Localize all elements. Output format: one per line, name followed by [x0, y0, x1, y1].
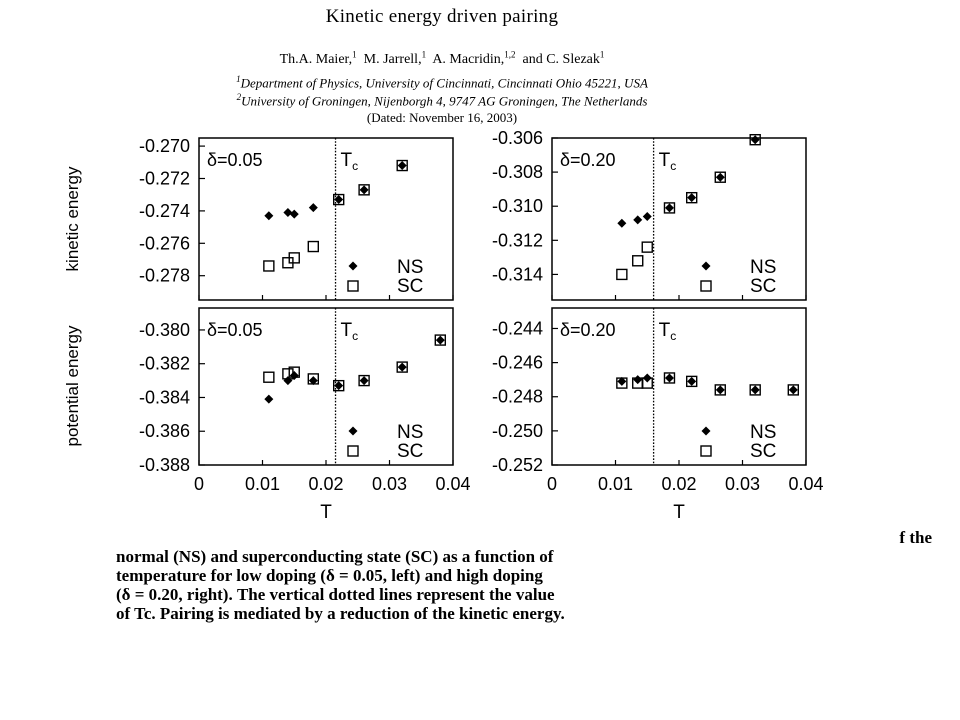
- y-tick-label: -0.308: [491, 162, 543, 183]
- tc-label: $T_c$: [340, 320, 359, 343]
- y-axis-label-kinetic: kinetic energy: [63, 166, 82, 272]
- x-tick-label: 0.01: [597, 474, 634, 494]
- legend-label-sc: SC: [397, 441, 424, 462]
- y-tick-label: -0.252: [491, 455, 543, 475]
- y-tick-label: -0.312: [491, 230, 543, 251]
- doping-annotation: δ=0.20: [560, 320, 616, 340]
- caption-line: (δ = 0.20, right). The vertical dotted lines represent the value: [116, 585, 555, 604]
- ns-point: [290, 210, 299, 219]
- ns-point: [751, 385, 760, 394]
- author: A. Macridin,$^{1,2}$: [432, 49, 516, 67]
- y-tick-label: -0.276: [138, 233, 190, 254]
- doping-annotation: δ=0.05: [207, 150, 263, 170]
- ns-point: [360, 376, 369, 385]
- y-tick-label: -0.272: [138, 168, 190, 189]
- x-axis-label: T: [673, 502, 685, 523]
- doping-annotation: δ=0.05: [207, 320, 263, 340]
- x-tick-label: 0.02: [661, 474, 697, 494]
- legend-marker-ns: [349, 262, 358, 271]
- y-tick-label: -0.244: [491, 318, 543, 339]
- y-tick-label: -0.382: [138, 353, 190, 374]
- x-tick-label: 0.04: [788, 474, 824, 494]
- tc-subscript: c: [352, 159, 359, 173]
- author: M. Jarrell,$^1$: [363, 49, 427, 67]
- legend-label-sc: SC: [397, 276, 424, 297]
- ns-point: [687, 193, 696, 202]
- ns-point: [643, 212, 652, 221]
- caption-line: temperature for low doping (δ = 0.05, left) and high doping: [116, 566, 543, 585]
- ns-point: [264, 395, 273, 404]
- legend-label-ns: NS: [750, 257, 777, 278]
- ns-point: [633, 215, 642, 224]
- legend-label-sc: SC: [750, 276, 777, 297]
- y-tick-label: -0.246: [491, 352, 543, 373]
- x-tick-label: 0.03: [371, 474, 408, 494]
- sc-point: [308, 242, 318, 252]
- caption-line: normal (NS) and superconducting state (SC) as a function of: [116, 547, 554, 566]
- caption-line: of Tc. Pairing is mediated by a reduction of the kinetic energy.: [116, 604, 565, 623]
- y-tick-label: -0.274: [138, 200, 190, 221]
- legend-marker-sc: [348, 281, 358, 291]
- y-tick-label: -0.314: [491, 264, 543, 285]
- sc-point: [617, 269, 627, 279]
- y-tick-label: -0.310: [491, 196, 543, 217]
- legend-label-ns: NS: [397, 422, 424, 443]
- legend-marker-sc: [701, 446, 711, 456]
- tc-subscript: c: [670, 329, 677, 343]
- ns-point: [751, 135, 760, 144]
- ns-point: [665, 373, 674, 382]
- y-tick-label: -0.270: [138, 136, 190, 157]
- affiliation-2: $^2$University of Groningen, Nijenborgh 4, 9747 AG Groningen, The Netherlands: [236, 92, 648, 109]
- ns-point: [633, 375, 642, 384]
- y-tick-label: -0.306: [491, 128, 543, 148]
- legend-label-ns: NS: [397, 257, 424, 278]
- ns-point: [398, 363, 407, 372]
- ns-point: [283, 208, 292, 217]
- x-tick-label: 0.02: [308, 474, 344, 494]
- x-tick-label: 0: [546, 474, 558, 494]
- ns-point: [716, 385, 725, 394]
- sc-point: [264, 372, 274, 382]
- ns-point: [436, 336, 445, 345]
- legend-marker-ns: [702, 262, 711, 271]
- y-tick-label: -0.380: [138, 319, 190, 340]
- tc-subscript: c: [670, 159, 677, 173]
- ns-point: [687, 377, 696, 386]
- y-tick-label: -0.248: [491, 386, 543, 407]
- dated-line: (Dated: November 16, 2003): [366, 110, 518, 125]
- y-tick-label: -0.250: [491, 420, 543, 441]
- tc-label: $T_c$: [340, 150, 359, 173]
- legend-marker-sc: [701, 281, 711, 291]
- affiliation-1: $^1$Department of Physics, University of Cincinnati, Cincinnati Ohio 45221, USA: [236, 74, 648, 91]
- x-tick-label: 0.03: [724, 474, 761, 494]
- legend-marker-ns: [702, 427, 711, 436]
- y-axis-label-potential: potential energy: [63, 325, 82, 447]
- sc-point: [264, 261, 274, 271]
- author: and C. Slezak$^1$: [522, 49, 605, 67]
- ns-point: [716, 173, 725, 182]
- caption-partial-line: f the: [899, 528, 932, 547]
- ns-point: [309, 203, 318, 212]
- legend-label-ns: NS: [750, 422, 777, 443]
- ns-point: [264, 211, 273, 220]
- y-tick-label: -0.388: [138, 455, 190, 475]
- tc-label: $T_c$: [658, 320, 677, 343]
- tc-subscript: c: [352, 329, 359, 343]
- y-tick-label: -0.278: [138, 265, 190, 286]
- y-tick-label: -0.384: [138, 387, 190, 408]
- x-tick-label: 0.04: [435, 474, 471, 494]
- x-axis-label: T: [320, 502, 332, 523]
- ns-point: [665, 203, 674, 212]
- y-tick-label: -0.386: [138, 421, 190, 442]
- legend-marker-ns: [349, 427, 358, 436]
- legend-marker-sc: [348, 446, 358, 456]
- author: Th.A. Maier,$^1$: [279, 49, 357, 67]
- ns-point: [360, 185, 369, 194]
- tc-label: $T_c$: [658, 150, 677, 173]
- ns-point: [789, 385, 798, 394]
- ns-point: [398, 161, 407, 170]
- legend-label-sc: SC: [750, 441, 777, 462]
- ns-point: [617, 219, 626, 228]
- paper-title: Kinetic energy driven pairing: [325, 6, 559, 27]
- ns-point: [643, 373, 652, 382]
- figure-caption: [116, 528, 932, 623]
- sc-point: [633, 256, 643, 266]
- x-tick-label: 0.01: [244, 474, 281, 494]
- sc-point: [642, 242, 652, 252]
- doping-annotation: δ=0.20: [560, 150, 616, 170]
- x-tick-label: 0: [193, 474, 205, 494]
